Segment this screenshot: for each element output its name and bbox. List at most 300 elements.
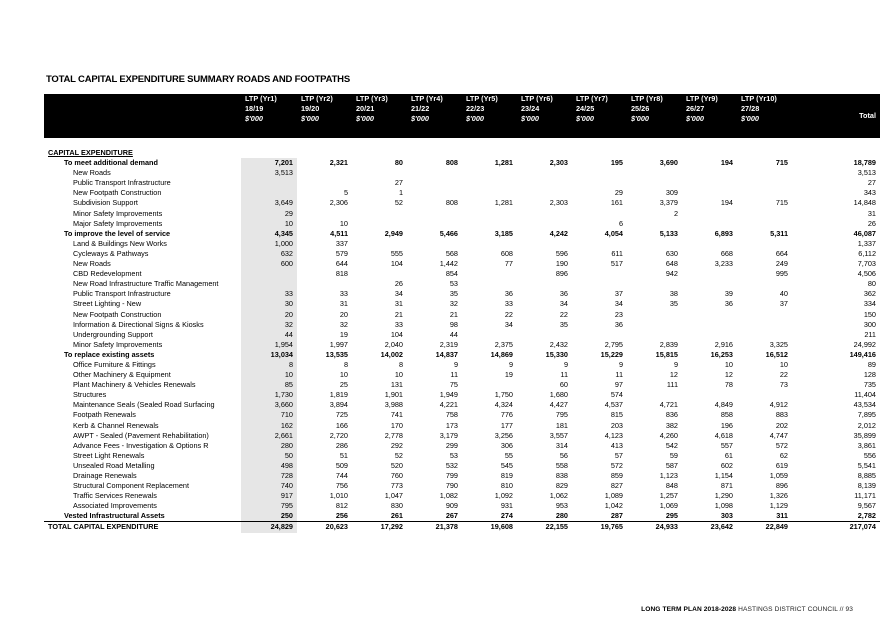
value-cell: 2,839 bbox=[659, 339, 678, 349]
value-cell bbox=[352, 219, 407, 229]
value-cell bbox=[352, 269, 407, 279]
total-cell: 4,506 bbox=[857, 269, 876, 279]
value-cell: 5 bbox=[343, 188, 348, 198]
header-label-cell bbox=[44, 94, 241, 138]
table-row bbox=[44, 491, 880, 501]
group-row bbox=[44, 229, 880, 239]
value-cell: 4,260 bbox=[659, 430, 678, 440]
value-cell: 2,661 bbox=[241, 431, 297, 441]
value-cell: 3,513 bbox=[241, 168, 297, 178]
total-cell: 556 bbox=[863, 450, 876, 460]
value-cell: 17,292 bbox=[352, 522, 407, 533]
header-col-10 bbox=[737, 94, 792, 138]
value-cell: 33 bbox=[241, 289, 297, 299]
row-label: Office Furniture & Fittings bbox=[73, 359, 156, 369]
value-cell: 602 bbox=[720, 460, 733, 470]
value-cell: 21 bbox=[449, 309, 458, 319]
value-cell bbox=[627, 148, 682, 158]
value-cell: 6,893 bbox=[714, 228, 733, 238]
value-cell: 2,720 bbox=[329, 430, 348, 440]
value-cell: 14,837 bbox=[435, 349, 458, 359]
row-label: Vested Infrastructural Assets bbox=[64, 511, 165, 521]
row-label: To improve the level of service bbox=[64, 228, 171, 238]
total-cell: 3,861 bbox=[857, 440, 876, 450]
header-col-name: LTP (Yr5) bbox=[466, 94, 498, 103]
value-cell: 61 bbox=[724, 450, 733, 460]
value-cell: 34 bbox=[614, 299, 623, 309]
value-cell: 819 bbox=[500, 471, 513, 480]
value-cell: 572 bbox=[610, 460, 623, 470]
table-row bbox=[44, 249, 880, 259]
total-cell: 18,789 bbox=[853, 158, 876, 168]
value-cell bbox=[462, 279, 517, 289]
table-row bbox=[44, 198, 880, 208]
total-cell: 217,074 bbox=[792, 522, 880, 533]
row-label: Street Light Renewals bbox=[73, 450, 145, 460]
value-cell: 3,185 bbox=[494, 228, 513, 238]
value-cell: 19,608 bbox=[462, 522, 517, 533]
group-row bbox=[44, 158, 880, 168]
value-cell: 36 bbox=[614, 319, 623, 329]
value-cell: 5,466 bbox=[439, 228, 458, 238]
row-label: TOTAL CAPITAL EXPENDITURE bbox=[44, 522, 241, 533]
value-cell bbox=[682, 178, 737, 188]
value-cell: 883 bbox=[775, 410, 788, 420]
total-cell: 300 bbox=[863, 319, 876, 329]
value-cell: 173 bbox=[445, 420, 458, 430]
row-label: CAPITAL EXPENDITURE bbox=[48, 148, 133, 157]
table-row bbox=[44, 451, 880, 461]
value-cell: 931 bbox=[500, 501, 513, 511]
value-cell: 579 bbox=[335, 248, 348, 258]
value-cell: 1,069 bbox=[659, 501, 678, 511]
value-cell: 8 bbox=[241, 360, 297, 370]
value-cell: 20 bbox=[241, 310, 297, 320]
value-cell bbox=[627, 330, 682, 340]
value-cell bbox=[627, 310, 682, 320]
value-cell: 1,098 bbox=[714, 501, 733, 511]
row-label: Minor Safety Improvements bbox=[73, 208, 163, 218]
value-cell bbox=[682, 239, 737, 249]
value-cell: 202 bbox=[775, 420, 788, 430]
table-row bbox=[44, 370, 880, 380]
header-col-8 bbox=[627, 94, 682, 138]
value-cell: 799 bbox=[445, 471, 458, 480]
value-cell: 1,062 bbox=[549, 491, 568, 501]
value-cell: 1,000 bbox=[241, 239, 297, 249]
value-cell: 22 bbox=[559, 309, 568, 319]
row-label: To replace existing assets bbox=[64, 349, 155, 359]
header-col-name: LTP (Yr6) bbox=[521, 94, 553, 103]
value-cell: 10 bbox=[339, 218, 348, 228]
total-cell: 14,848 bbox=[853, 198, 876, 208]
header-col-years: 22/23 bbox=[466, 104, 485, 113]
section-row bbox=[44, 148, 880, 158]
value-cell: 44 bbox=[241, 330, 297, 340]
value-cell: 40 bbox=[779, 289, 788, 299]
value-cell: 2,303 bbox=[549, 198, 568, 208]
value-cell bbox=[737, 330, 792, 340]
value-cell bbox=[297, 168, 352, 178]
value-cell: 19 bbox=[504, 370, 513, 380]
value-cell: 32 bbox=[241, 320, 297, 330]
value-cell: 53 bbox=[449, 450, 458, 460]
value-cell bbox=[462, 148, 517, 158]
value-cell: 808 bbox=[445, 198, 458, 208]
value-cell: 648 bbox=[665, 259, 678, 269]
value-cell bbox=[682, 279, 737, 289]
value-cell: 56 bbox=[559, 450, 568, 460]
value-cell: 740 bbox=[241, 481, 297, 491]
value-cell bbox=[572, 209, 627, 219]
row-label: Public Transport Infrastructure bbox=[73, 178, 171, 188]
table-row bbox=[44, 310, 880, 320]
row-label: Subdivision Support bbox=[73, 198, 138, 208]
value-cell: 1,281 bbox=[494, 198, 513, 208]
value-cell: 177 bbox=[500, 420, 513, 430]
value-cell: 23,642 bbox=[682, 522, 737, 533]
value-cell: 10 bbox=[779, 359, 788, 369]
value-cell: 2,778 bbox=[384, 430, 403, 440]
value-cell: 30 bbox=[241, 299, 297, 309]
value-cell: 53 bbox=[449, 279, 458, 289]
value-cell: 9 bbox=[563, 359, 568, 369]
value-cell: 1,129 bbox=[769, 501, 788, 511]
table-row bbox=[44, 168, 880, 178]
value-cell: 10 bbox=[339, 370, 348, 380]
row-label: New Roads bbox=[73, 168, 111, 178]
row-label: Traffic Services Renewals bbox=[73, 491, 157, 501]
value-cell bbox=[517, 178, 572, 188]
table-row bbox=[44, 390, 880, 400]
spacer-row bbox=[44, 138, 880, 148]
header-col-name: LTP (Yr7) bbox=[576, 94, 608, 103]
value-cell: 38 bbox=[669, 289, 678, 299]
value-cell: 4,427 bbox=[549, 400, 568, 410]
value-cell: 995 bbox=[775, 269, 788, 279]
table-row bbox=[44, 441, 880, 451]
value-cell: 2,375 bbox=[494, 339, 513, 349]
value-cell: 795 bbox=[241, 501, 297, 511]
value-cell: 33 bbox=[394, 319, 403, 329]
value-cell: 5,311 bbox=[770, 228, 788, 238]
total-cell: 24,992 bbox=[853, 339, 876, 349]
value-cell: 314 bbox=[555, 440, 568, 450]
value-cell bbox=[407, 188, 462, 198]
value-cell: 196 bbox=[720, 420, 733, 430]
value-cell bbox=[297, 209, 352, 219]
value-cell: 1,997 bbox=[329, 339, 348, 349]
value-cell: 62 bbox=[779, 450, 788, 460]
value-cell: 632 bbox=[241, 249, 297, 259]
value-cell: 545 bbox=[500, 460, 513, 470]
value-cell: 111 bbox=[666, 380, 678, 390]
total-cell: 2,782 bbox=[857, 511, 876, 521]
value-cell bbox=[682, 209, 737, 219]
total-cell: 35,899 bbox=[853, 430, 876, 440]
value-cell: 4,511 bbox=[330, 228, 348, 238]
total-cell: 11,404 bbox=[854, 390, 876, 400]
value-cell: 21 bbox=[394, 309, 403, 319]
table-row bbox=[44, 188, 880, 198]
value-cell: 24,933 bbox=[627, 522, 682, 533]
value-cell bbox=[627, 279, 682, 289]
value-cell: 22,849 bbox=[737, 522, 792, 533]
value-cell: 1,730 bbox=[241, 390, 297, 400]
value-cell: 2,040 bbox=[384, 339, 403, 349]
value-cell bbox=[572, 269, 627, 279]
value-cell: 35 bbox=[449, 289, 458, 299]
value-cell: 1,281 bbox=[494, 158, 513, 168]
value-cell bbox=[241, 279, 297, 289]
row-label: Land & Buildings New Works bbox=[73, 238, 167, 248]
value-cell: 36 bbox=[504, 289, 513, 299]
value-cell: 12 bbox=[669, 370, 678, 380]
value-cell: 280 bbox=[555, 511, 568, 521]
value-cell: 1,680 bbox=[549, 390, 568, 400]
capex-table-container bbox=[44, 94, 880, 533]
value-cell: 35 bbox=[669, 299, 678, 309]
value-cell: 295 bbox=[665, 511, 678, 521]
total-cell: 7,703 bbox=[857, 259, 876, 269]
value-cell bbox=[407, 209, 462, 219]
value-cell bbox=[462, 219, 517, 229]
value-cell bbox=[572, 239, 627, 249]
total-cell: 8,885 bbox=[857, 471, 876, 480]
table-row bbox=[44, 209, 880, 219]
value-cell: 13,034 bbox=[241, 350, 297, 360]
value-cell: 32 bbox=[449, 299, 458, 309]
value-cell: 16,253 bbox=[710, 349, 733, 359]
value-cell: 3,660 bbox=[241, 400, 297, 410]
table-row bbox=[44, 461, 880, 471]
value-cell: 60 bbox=[559, 380, 568, 390]
total-cell: 211 bbox=[864, 329, 876, 339]
value-cell bbox=[462, 178, 517, 188]
value-cell: 15,229 bbox=[600, 349, 623, 359]
value-cell: 810 bbox=[500, 481, 513, 491]
value-cell: 44 bbox=[449, 329, 458, 339]
row-label: Minor Safety Improvements bbox=[73, 339, 163, 349]
total-cell: 6,112 bbox=[858, 248, 876, 258]
value-cell: 10 bbox=[394, 370, 403, 380]
value-cell bbox=[572, 148, 627, 158]
value-cell: 10 bbox=[241, 219, 297, 229]
row-label: Footpath Renewals bbox=[73, 410, 136, 420]
value-cell bbox=[737, 239, 792, 249]
header-col-years: 27/28 bbox=[741, 104, 760, 113]
value-cell: 37 bbox=[614, 289, 623, 299]
value-cell: 4,123 bbox=[604, 430, 623, 440]
value-cell: 1,949 bbox=[439, 390, 458, 400]
value-cell: 827 bbox=[610, 481, 623, 491]
value-cell: 1,010 bbox=[329, 491, 348, 501]
value-cell: 11 bbox=[450, 370, 458, 380]
value-cell: 181 bbox=[555, 420, 568, 430]
value-cell: 166 bbox=[335, 420, 348, 430]
table-row bbox=[44, 380, 880, 390]
value-cell bbox=[352, 168, 407, 178]
row-label: Structural Component Replacement bbox=[73, 481, 189, 491]
value-cell bbox=[682, 168, 737, 178]
value-cell: 1 bbox=[398, 188, 403, 198]
total-cell: 80 bbox=[867, 279, 876, 289]
value-cell: 73 bbox=[779, 380, 788, 390]
value-cell: 668 bbox=[720, 248, 733, 258]
value-cell: 194 bbox=[720, 158, 733, 168]
value-cell: 20,623 bbox=[297, 522, 352, 533]
header-col-1 bbox=[241, 94, 297, 138]
value-cell: 280 bbox=[241, 441, 297, 451]
value-cell: 85 bbox=[241, 380, 297, 390]
header-col-7 bbox=[572, 94, 627, 138]
row-label: Drainage Renewals bbox=[73, 471, 137, 480]
value-cell: 3,233 bbox=[714, 259, 733, 269]
header-col-years: 26/27 bbox=[686, 104, 705, 113]
value-cell: 50 bbox=[241, 451, 297, 461]
total-cell: 11,171 bbox=[854, 491, 876, 501]
value-cell: 520 bbox=[390, 460, 403, 470]
value-cell: 12 bbox=[724, 370, 733, 380]
value-cell: 2,432 bbox=[549, 339, 568, 349]
total-cell: 343 bbox=[863, 188, 876, 198]
value-cell: 1,326 bbox=[769, 491, 788, 501]
header-col-unit: $'000 bbox=[356, 114, 374, 123]
header-col-unit: $'000 bbox=[411, 114, 429, 123]
value-cell: 15,330 bbox=[545, 349, 568, 359]
value-cell: 34 bbox=[559, 299, 568, 309]
total-cell: 3,513 bbox=[857, 168, 876, 178]
value-cell bbox=[682, 148, 737, 158]
value-cell: 715 bbox=[775, 158, 788, 168]
value-cell: 725 bbox=[335, 410, 348, 420]
value-cell: 818 bbox=[335, 269, 348, 279]
table-row bbox=[44, 360, 880, 370]
value-cell: 6 bbox=[618, 218, 623, 228]
total-cell: 8,139 bbox=[857, 481, 876, 491]
value-cell: 1,442 bbox=[439, 259, 458, 269]
row-label: Maintenance Seals (Sealed Road Surfacing bbox=[73, 400, 215, 410]
value-cell: 249 bbox=[775, 259, 788, 269]
value-cell: 1,819 bbox=[329, 390, 348, 400]
value-cell: 4,242 bbox=[549, 228, 568, 238]
value-cell: 16,512 bbox=[765, 349, 788, 359]
total-cell: 7,895 bbox=[857, 410, 876, 420]
value-cell bbox=[462, 330, 517, 340]
value-cell: 287 bbox=[610, 511, 623, 521]
value-cell bbox=[627, 219, 682, 229]
value-cell: 1,154 bbox=[714, 471, 733, 480]
value-cell: 1,047 bbox=[384, 491, 403, 501]
total-cell: 735 bbox=[863, 380, 876, 390]
value-cell: 795 bbox=[555, 410, 568, 420]
value-cell: 59 bbox=[669, 450, 678, 460]
value-cell bbox=[352, 209, 407, 219]
footer-plan: LONG TERM PLAN 2018-2028 bbox=[641, 606, 737, 613]
table-row bbox=[44, 239, 880, 249]
value-cell: 39 bbox=[724, 289, 733, 299]
value-cell: 611 bbox=[611, 248, 623, 258]
table-row bbox=[44, 178, 880, 188]
value-cell bbox=[737, 320, 792, 330]
table-row bbox=[44, 481, 880, 491]
row-label: Advance Fees - Investigation & Options R bbox=[73, 440, 209, 450]
value-cell bbox=[737, 390, 792, 400]
header-col-years: 20/21 bbox=[356, 104, 375, 113]
value-cell: 15,815 bbox=[655, 349, 678, 359]
value-cell bbox=[462, 209, 517, 219]
value-cell: 587 bbox=[665, 460, 678, 470]
value-cell: 644 bbox=[335, 259, 348, 269]
header-col-6 bbox=[517, 94, 572, 138]
value-cell: 35 bbox=[559, 319, 568, 329]
value-cell: 131 bbox=[390, 380, 403, 390]
value-cell: 808 bbox=[445, 158, 458, 168]
value-cell: 203 bbox=[610, 420, 623, 430]
value-cell: 5,133 bbox=[659, 228, 678, 238]
value-cell: 311 bbox=[776, 511, 788, 521]
value-cell bbox=[297, 148, 352, 158]
value-cell: 1,290 bbox=[714, 491, 733, 501]
value-cell: 4,537 bbox=[604, 400, 623, 410]
table-row bbox=[44, 219, 880, 229]
header-col-2 bbox=[297, 94, 352, 138]
value-cell: 896 bbox=[775, 481, 788, 491]
value-cell: 104 bbox=[390, 329, 403, 339]
value-cell bbox=[682, 320, 737, 330]
value-cell bbox=[627, 390, 682, 400]
value-cell: 790 bbox=[445, 481, 458, 491]
total-cell: 9,567 bbox=[857, 501, 876, 511]
value-cell bbox=[737, 168, 792, 178]
value-cell: 97 bbox=[614, 380, 623, 390]
table-row bbox=[44, 431, 880, 441]
row-label: Major Safety Improvements bbox=[73, 218, 163, 228]
value-cell: 80 bbox=[394, 158, 403, 168]
value-cell: 267 bbox=[445, 511, 458, 521]
value-cell: 4,721 bbox=[659, 400, 678, 410]
value-cell: 190 bbox=[555, 259, 568, 269]
value-cell: 26 bbox=[394, 279, 403, 289]
value-cell: 532 bbox=[445, 460, 458, 470]
group-row bbox=[44, 350, 880, 360]
value-cell: 3,649 bbox=[241, 198, 297, 208]
value-cell: 776 bbox=[500, 410, 513, 420]
header-col-years: 25/26 bbox=[631, 104, 650, 113]
value-cell: 859 bbox=[610, 471, 623, 480]
value-cell: 27 bbox=[394, 178, 403, 188]
value-cell: 36 bbox=[559, 289, 568, 299]
value-cell: 517 bbox=[610, 259, 623, 269]
value-cell: 600 bbox=[241, 259, 297, 269]
row-label: New Road Infrastructure Traffic Management bbox=[73, 279, 219, 289]
value-cell: 1,954 bbox=[241, 340, 297, 350]
value-cell bbox=[517, 148, 572, 158]
value-cell: 195 bbox=[610, 158, 623, 168]
value-cell bbox=[737, 188, 792, 198]
row-label: Kerb & Channel Renewals bbox=[73, 420, 159, 430]
value-cell bbox=[737, 279, 792, 289]
value-cell: 22,155 bbox=[517, 522, 572, 533]
value-cell bbox=[241, 148, 297, 158]
header-col-unit: $'000 bbox=[521, 114, 539, 123]
value-cell: 23 bbox=[614, 309, 623, 319]
table-row bbox=[44, 299, 880, 309]
value-cell: 32 bbox=[339, 319, 348, 329]
value-cell: 829 bbox=[555, 481, 568, 491]
value-cell bbox=[462, 269, 517, 279]
table-row bbox=[44, 269, 880, 279]
